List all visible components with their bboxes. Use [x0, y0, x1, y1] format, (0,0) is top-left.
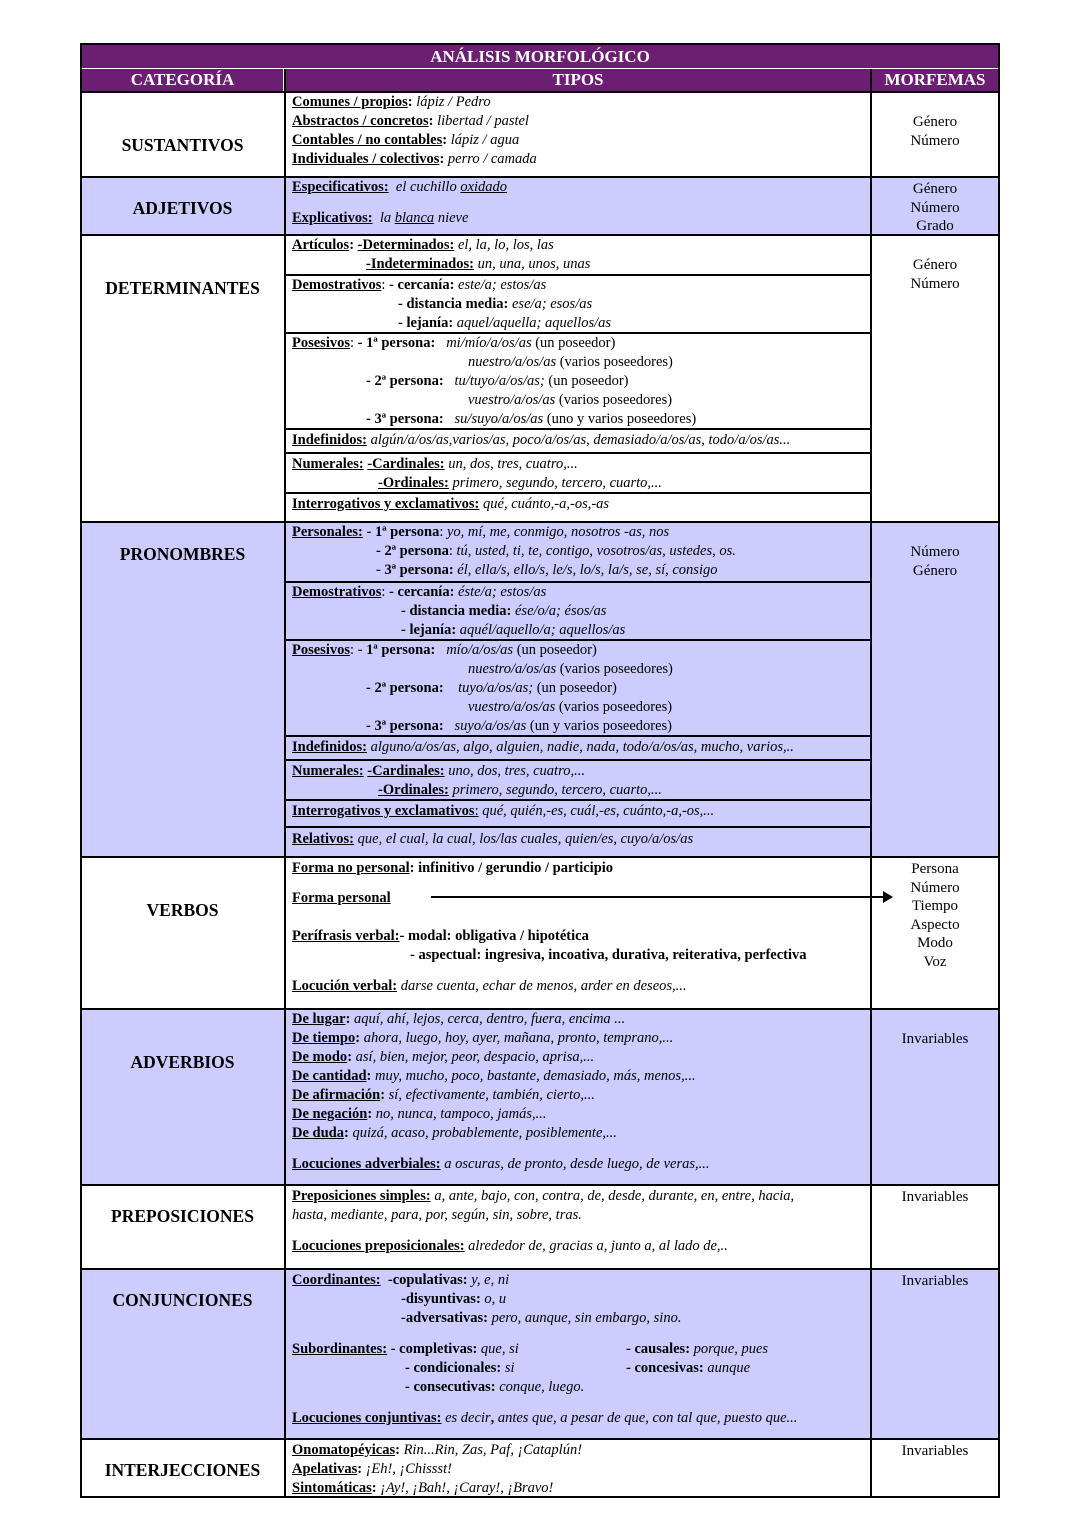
- table-title: ANÁLISIS MORFOLÓGICO: [82, 45, 998, 69]
- category-name: ADVERBIOS: [130, 1052, 235, 1072]
- morfemas-cell: Número Género: [910, 544, 960, 579]
- tipos-cell: Onomatopéyicas: Rin...Rin, Zas, Paf, ¡Cataplún! Apelativas: ¡Eh!, ¡Chissst! Sintomáticas: ¡Ay!, ¡Bah!, ¡Caray!, ¡Bravo!: [284, 1440, 872, 1498]
- category-name: CONJUNCIONES: [112, 1290, 253, 1310]
- morfemas-cell: Persona Número Tiempo Aspecto Modo Voz: [910, 861, 960, 970]
- tipos-cell: Personales: - 1ª persona: yo, mí, me, conmigo, nosotros -as, nos - 2ª persona: tú, usted, ti, te, contigo, vosotros/as, ustedes, os. - 3ª persona: él, ella/s, ello/s, le/s, lo/s, la/s, se, sí, consigo Demostrativos: - cercanía: éste/a; estos/as - distancia media: ése/o/a; ésos/as - lejanía: aquél/aquello/a; aquellos/as Posesivos: - 1ª persona: mío/a/os/as (un poseedor) nuestro/a/os/as (varios poseedores) - 2ª persona: tuyo/a/os/as; (un poseedor) vuestro/a/os/as (varios poseedores) - 3ª persona: suyo/a/os/as (un y varios poseedores) Indefinidos: alguno/a/os/as, algo, alguien, nadie, nada, todo/a/os/as, mucho, varios,.. Numerales: -Cardinales: uno, dos, tres, cuatro,... -Ordinales: primero, segundo, tercero, cuarto,... Interrogativos y exclamativos: qué, quién,-es, cuál,-es, cuánto,-a,-os,... Relativos: que, el cual, la cual, los/las cuales, quien/es, cuyo/a/os/as: [284, 523, 872, 856]
- morfemas-cell: Género Número Grado: [910, 181, 960, 234]
- tipos-cell: Coordinantes: -copulativas: y, e, ni -disyuntivas: o, u -adversativas: pero, aunque, sin embargo, sino. Subordinantes: - completivas: que, si - condicionales: si - consecutivas: conque, luego. - causales: porque, pues - concesivas: aunque Locuciones conjuntivas: es decir, antes que, a pesar de que, con tal que, puesto que...: [284, 1270, 872, 1438]
- row-conjunciones: [82, 1268, 998, 1438]
- row-pronombres: [82, 521, 998, 856]
- row-adjetivos: [82, 176, 998, 234]
- category-name: SUSTANTIVOS: [121, 135, 244, 155]
- morfemas-cell: Género Número: [910, 257, 960, 292]
- morphology-table: [80, 43, 1000, 1498]
- category-name: DETERMINANTES: [105, 278, 260, 298]
- arrow-icon: [431, 896, 884, 898]
- category-name: ADJETIVOS: [132, 198, 233, 218]
- morfemas-cell: Invariables: [901, 1443, 969, 1459]
- row-determinantes: [82, 234, 998, 521]
- row-interjecciones: [82, 1438, 998, 1498]
- header-tipos: TIPOS: [284, 69, 872, 91]
- header-categoria: CATEGORÍA: [82, 69, 283, 91]
- category-name: PREPOSICIONES: [111, 1206, 254, 1226]
- tipos-cell: Especificativos: el cuchillo oxidado Explicativos: la blanca nieve: [284, 178, 872, 234]
- tipos-cell: De lugar: aquí, ahí, lejos, cerca, dentro, fuera, encima ... De tiempo: ahora, luego, hoy, ayer, mañana, pronto, temprano,... De modo: así, bien, mejor, peor, despacio, aprisa,... De cantidad: muy, mucho, poco, bastante, demasiado, más, menos,... De afirmación: sí, efectivamente, también, cierto,... De negación: no, nunca, tampoco, jamás,... De duda: quizá, acaso, probablemente, posiblemente,... Locuciones adverbiales: a oscuras, de pronto, desde luego, de veras,...: [284, 1010, 872, 1184]
- row-sustantivos: [82, 91, 998, 176]
- category-name: VERBOS: [146, 900, 219, 920]
- row-preposiciones: [82, 1184, 998, 1268]
- tipos-cell: Artículos: -Determinados: el, la, lo, los, las -Indeterminados: un, una, unos, unas Demostrativos: - cercanía: este/a; estos/as - distancia media: ese/a; esos/as - lejanía: aquel/aquella; aquellos/as Posesivos: - 1ª persona: mi/mío/a/os/as (un poseedor) nuestro/a/os/as (varios poseedores) - 2ª persona: tu/tuyo/a/os/as; (un poseedor) vuestro/a/os/as (varios poseedores) - 3ª persona: su/suyo/a/os/as (uno y varios poseedores) Indefinidos: algún/a/os/as,varios/as, poco/a/os/as, demasiado/a/os/as, todo/a/os/as... Numerales: -Cardinales: un, dos, tres, cuatro,... -Ordinales: primero, segundo, tercero, cuarto,... Interrogativos y exclamativos: qué, cuánto,-a,-os,-as: [284, 236, 872, 521]
- header-morfemas: MORFEMAS: [872, 69, 998, 91]
- morfemas-cell: Invariables: [901, 1273, 969, 1289]
- morfemas-cell: Invariables: [901, 1189, 969, 1205]
- category-name: PRONOMBRES: [119, 544, 246, 564]
- morfemas-cell: Género Número: [910, 114, 960, 149]
- tipos-cell: Preposiciones simples: a, ante, bajo, con, contra, de, desde, durante, en, entre, hacia, hasta, mediante, para, por, según, sin, sobre, tras. Locuciones preposicionales: alrededor de, gracias a, junto a, al lado de,..: [284, 1186, 872, 1268]
- row-verbos: [82, 856, 998, 1008]
- tipos-cell: Comunes / propios: lápiz / Pedro Abstractos / concretos: libertad / pastel Contables / no contables: lápiz / agua Individuales / colectivos: perro / camada: [284, 93, 872, 176]
- morfemas-cell: Invariables: [901, 1031, 969, 1047]
- tipos-cell: Forma no personal: infinitivo / gerundio / participio Forma personal Perífrasis verbal:- modal: obligativa / hipotética - aspectual: ingresiva, incoativa, durativa, reiterativa, perfectiva Locución verbal: darse cuenta, echar de menos, arder en deseos,...: [284, 858, 872, 1008]
- category-name: INTERJECCIONES: [104, 1460, 261, 1480]
- row-adverbios: [82, 1008, 998, 1184]
